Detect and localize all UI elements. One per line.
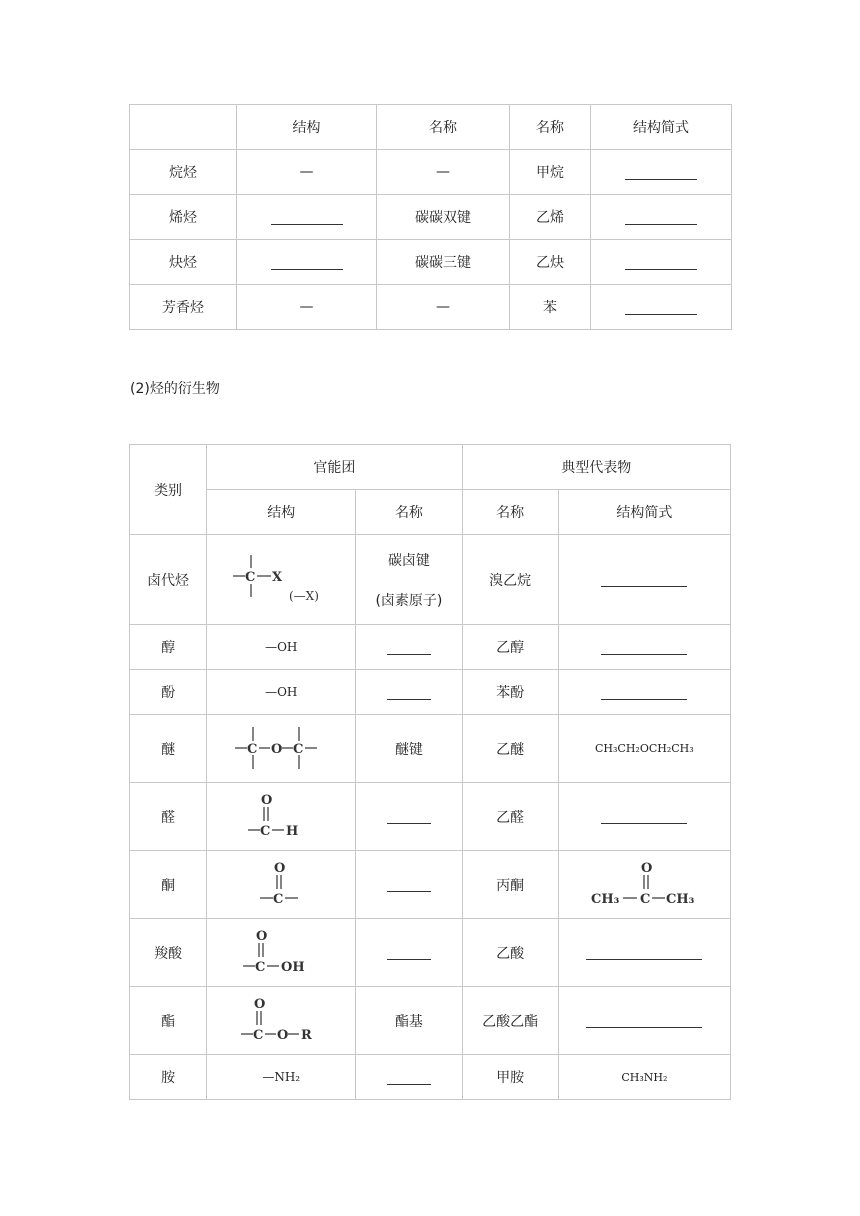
aldehyde-group-structure [246,792,316,842]
header-formula: 结构简式 [558,490,730,535]
carboxyl-structure [241,928,321,978]
table-header-row [130,445,731,490]
table-row [130,987,731,1055]
section-caption: (2)烃的衍生物 [130,381,220,397]
row-class: 羧酸 [130,919,207,987]
structure-blank[interactable] [237,240,377,285]
row-class: 醛 [130,783,207,851]
halogen-glyph: X [272,569,283,585]
header-representative: 典型代表物 [462,445,730,490]
row-example: 苯酚 [462,670,558,715]
r-group-glyph: R [301,1027,313,1043]
row-class: 酯 [130,987,207,1055]
row-group-name [356,535,462,625]
oxygen-glyph: O [271,741,283,757]
carbon-glyph: C [247,741,258,757]
formula-blank[interactable] [558,535,730,625]
formula-blank[interactable] [558,783,730,851]
carbon-glyph: C [293,741,304,757]
header-name: 名称 [377,105,510,150]
row-structure [207,783,356,851]
row-example: 乙烯 [510,195,591,240]
formula-blank[interactable] [591,240,732,285]
row-structure: — [237,150,377,195]
row-class: 炔烃 [130,240,237,285]
methyl-glyph: CH₃ [666,891,695,907]
hydroxyl-glyph: OH [281,959,305,975]
row-example: 丙酮 [462,851,558,919]
header-cell [130,105,237,150]
header-functional-group: 官能团 [207,445,462,490]
table-row [130,783,731,851]
group-name-note: (卤素原子) [375,592,443,609]
row-structure: — [237,285,377,330]
formula-blank[interactable] [558,919,730,987]
row-structure: —OH [207,670,356,715]
row-group-name: — [377,285,510,330]
table-row [130,1055,731,1100]
row-structure [207,987,356,1055]
group-name: 碳卤键 [387,552,430,569]
header-structure: 结构 [237,105,377,150]
table-row [130,670,731,715]
group-name-blank[interactable] [356,625,462,670]
table-row [130,285,732,330]
header-category: 类别 [130,445,207,535]
carbon-glyph: C [260,823,271,839]
row-example: 溴乙烷 [462,535,558,625]
row-example: 甲烷 [510,150,591,195]
row-group-name: 碳碳双键 [377,195,510,240]
formula-blank[interactable] [558,987,730,1055]
oxygen-glyph: O [274,860,286,876]
formula-blank[interactable] [558,670,730,715]
carbonyl-structure [256,860,306,910]
group-name-blank[interactable] [356,783,462,851]
structure-blank[interactable] [237,195,377,240]
oxygen-glyph: O [641,860,653,876]
c-x-structure [231,550,331,610]
row-example: 甲胺 [462,1055,558,1100]
row-structure: —NH₂ [207,1055,356,1100]
group-name-blank[interactable] [356,851,462,919]
table-subheader-row [130,490,731,535]
formula-blank[interactable] [591,150,732,195]
table-row [130,195,732,240]
row-example: 乙醚 [462,715,558,783]
carbon-glyph: C [255,959,266,975]
carbon-glyph: C [245,569,256,585]
table-row [130,919,731,987]
oxygen-glyph: O [254,996,266,1012]
row-structure [207,535,356,625]
hydrocarbon-table [129,104,732,330]
table-row [130,715,731,783]
formula-blank[interactable] [558,625,730,670]
row-example: 乙酸 [462,919,558,987]
row-formula [558,851,730,919]
row-group-name: — [377,150,510,195]
header-structure: 结构 [207,490,356,535]
table-header-row [130,105,732,150]
row-example: 乙酸乙酯 [462,987,558,1055]
row-group-name: 碳碳三键 [377,240,510,285]
group-name-blank[interactable] [356,1055,462,1100]
oxygen-glyph: O [256,928,268,944]
row-class: 芳香烃 [130,285,237,330]
row-example: 苯 [510,285,591,330]
row-class: 胺 [130,1055,207,1100]
table-row [130,625,731,670]
oxygen-glyph: O [261,792,273,808]
group-name-blank[interactable] [356,919,462,987]
carbon-glyph: C [273,891,284,907]
row-structure: —OH [207,625,356,670]
row-class: 醚 [130,715,207,783]
formula-blank[interactable] [591,285,732,330]
row-class: 卤代烃 [130,535,207,625]
methyl-glyph: CH₃ [591,891,620,907]
carbon-glyph: C [640,891,651,907]
row-formula: CH₃CH₂OCH₂CH₃ [558,715,730,783]
group-name-blank[interactable] [356,670,462,715]
carbon-glyph: C [253,1027,264,1043]
hydrogen-glyph: H [286,823,299,839]
header-example-name: 名称 [462,490,558,535]
row-structure [207,919,356,987]
row-group-name: 酯基 [356,987,462,1055]
acetone-structure [589,860,699,910]
table-row [130,150,732,195]
header-formula: 结构简式 [591,105,732,150]
row-class: 烯烃 [130,195,237,240]
row-class: 醇 [130,625,207,670]
row-class: 酮 [130,851,207,919]
row-formula: CH₃NH₂ [558,1055,730,1100]
row-example: 乙醇 [462,625,558,670]
header-name: 名称 [356,490,462,535]
row-class: 烷烃 [130,150,237,195]
table-row [130,535,731,625]
row-example: 乙醛 [462,783,558,851]
row-example: 乙炔 [510,240,591,285]
table-row [130,240,732,285]
c-o-c-structure [233,723,329,775]
halogen-note: (—X) [289,588,320,603]
row-class: 酚 [130,670,207,715]
ester-group-structure [239,996,323,1046]
row-structure [207,715,356,783]
table-row [130,851,731,919]
oxygen-glyph: O [277,1027,289,1043]
row-structure [207,851,356,919]
header-example-name: 名称 [510,105,591,150]
derivative-table [129,444,731,1100]
row-group-name: 醚键 [356,715,462,783]
formula-blank[interactable] [591,195,732,240]
